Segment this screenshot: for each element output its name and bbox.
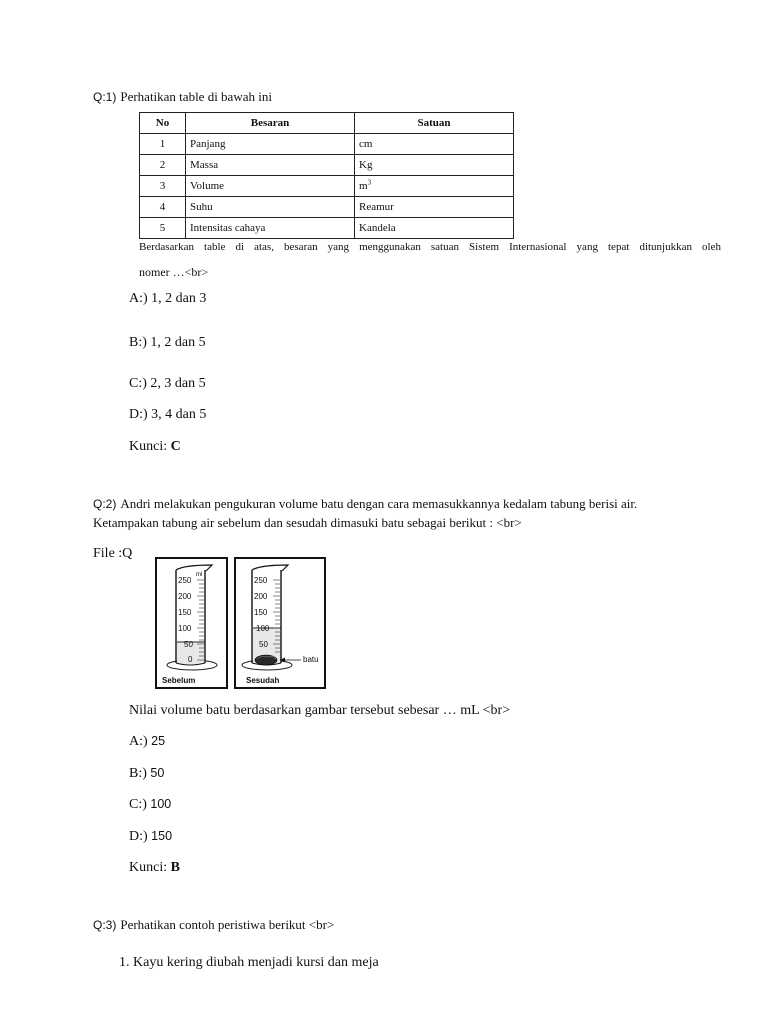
- tick-label: 50: [259, 640, 268, 649]
- table-row: [140, 218, 514, 239]
- tick-label: 100: [178, 624, 192, 633]
- tick-label: 200: [178, 592, 192, 601]
- tick-label: 150: [178, 608, 192, 617]
- table-header-no: No: [140, 113, 186, 134]
- stone-label: batu: [303, 655, 319, 664]
- table-cell-satuan: Reamur: [355, 197, 514, 218]
- q1-table: [139, 112, 514, 239]
- q2-key-value: B: [170, 860, 180, 875]
- unit-base: m: [359, 180, 368, 192]
- table-row: [140, 197, 514, 218]
- tick-label: 0: [188, 655, 193, 664]
- table-cell-besaran: Massa: [186, 155, 355, 176]
- q1-heading: [93, 88, 272, 106]
- q1-text: Perhatikan table di bawah ini: [120, 89, 272, 104]
- q1-key-value: C: [170, 439, 181, 454]
- table-cell-besaran: Volume: [186, 176, 355, 197]
- cylinder-after: [235, 558, 325, 688]
- table-row: [140, 134, 514, 155]
- option-letter: C:): [129, 797, 147, 812]
- table-cell-besaran: Panjang: [186, 134, 355, 155]
- table-cell-no: 1: [140, 134, 186, 155]
- q2-prefix: Q:2): [93, 497, 117, 511]
- tick-label: 200: [254, 592, 268, 601]
- q1-option-a: A:) 1, 2 dan 3: [129, 291, 207, 306]
- unit-label: ml: [196, 572, 203, 578]
- table-cell-satuan: [355, 176, 514, 197]
- table-cell-no: 2: [140, 155, 186, 176]
- table-cell-no: 5: [140, 218, 186, 239]
- table-cell-besaran: Intensitas cahaya: [186, 218, 355, 239]
- unit-exponent: 3: [367, 178, 372, 187]
- cylinder-before: [156, 558, 227, 688]
- option-letter: D:): [129, 829, 148, 844]
- table-cell-besaran: Suhu: [186, 197, 355, 218]
- table-cell-satuan: cm: [355, 134, 514, 155]
- option-value: 25: [151, 734, 166, 748]
- q3-item-1: 1. Kayu kering diubah menjadi kursi dan meja: [119, 955, 379, 970]
- q3-prefix: Q:3): [93, 918, 117, 932]
- option-value: 150: [151, 829, 173, 843]
- table-row: [140, 155, 514, 176]
- caption-before: Sebelum: [162, 676, 196, 685]
- q3-heading: [93, 916, 334, 934]
- option-value: 50: [150, 766, 165, 780]
- q1-option-d: D:) 3, 4 dan 5: [129, 407, 207, 422]
- q2-key: [129, 860, 180, 876]
- q2-line2: Ketampakan tabung air sebelum dan sesudah dimasuki batu sebagai berikut : <br>: [93, 515, 522, 530]
- table-row: [140, 176, 514, 197]
- table-cell-satuan: Kg: [355, 155, 514, 176]
- table-cell-no: 3: [140, 176, 186, 197]
- tick-label: 150: [254, 608, 268, 617]
- option-letter: B:): [129, 766, 147, 781]
- q2-option-c: [129, 797, 171, 813]
- table-header-besaran: Besaran: [186, 113, 355, 134]
- q1-key-label: Kunci:: [129, 439, 171, 454]
- tick-label: 100: [256, 624, 270, 633]
- tick-label: 250: [178, 576, 192, 585]
- q1-option-b: B:) 1, 2 dan 5: [129, 335, 206, 350]
- q2-option-b: [129, 766, 164, 782]
- q2-line1: Andri melakukan pengukuran volume batu dengan cara memasukkannya kedalam tabung berisi air.: [120, 496, 638, 511]
- q2-option-d: [129, 829, 172, 845]
- tick-label: 50: [184, 640, 193, 649]
- q2-figure: [154, 556, 328, 690]
- q1-prefix: Q:1): [93, 90, 117, 104]
- q3-text: Perhatikan contoh peristiwa berikut <br>: [120, 917, 335, 932]
- q2-option-a: [129, 734, 165, 750]
- table-header-satuan: Satuan: [355, 113, 514, 134]
- q1-stem-line2: nomer …<br>: [139, 265, 209, 279]
- option-letter: A:): [129, 734, 148, 749]
- table-cell-no: 4: [140, 197, 186, 218]
- table-header-row: [140, 113, 514, 134]
- q1-key: [129, 439, 181, 455]
- table-cell-satuan: Kandela: [355, 218, 514, 239]
- q1-stem-line1: Berdasarkan table di atas, besaran yang menggunakan satuan Sistem Internasional yang tepat ditunjukkan oleh: [139, 241, 721, 253]
- option-value: 100: [150, 797, 172, 811]
- tick-label: 250: [254, 576, 268, 585]
- q2-key-label: Kunci:: [129, 860, 171, 875]
- q2-file-label: File :Q: [93, 546, 133, 561]
- caption-after: Sesudah: [246, 676, 280, 685]
- q1-option-c: C:) 2, 3 dan 5: [129, 376, 206, 391]
- q2-stem: Nilai volume batu berdasarkan gambar tersebut sebesar … mL <br>: [129, 703, 511, 718]
- q2-heading: [93, 495, 637, 513]
